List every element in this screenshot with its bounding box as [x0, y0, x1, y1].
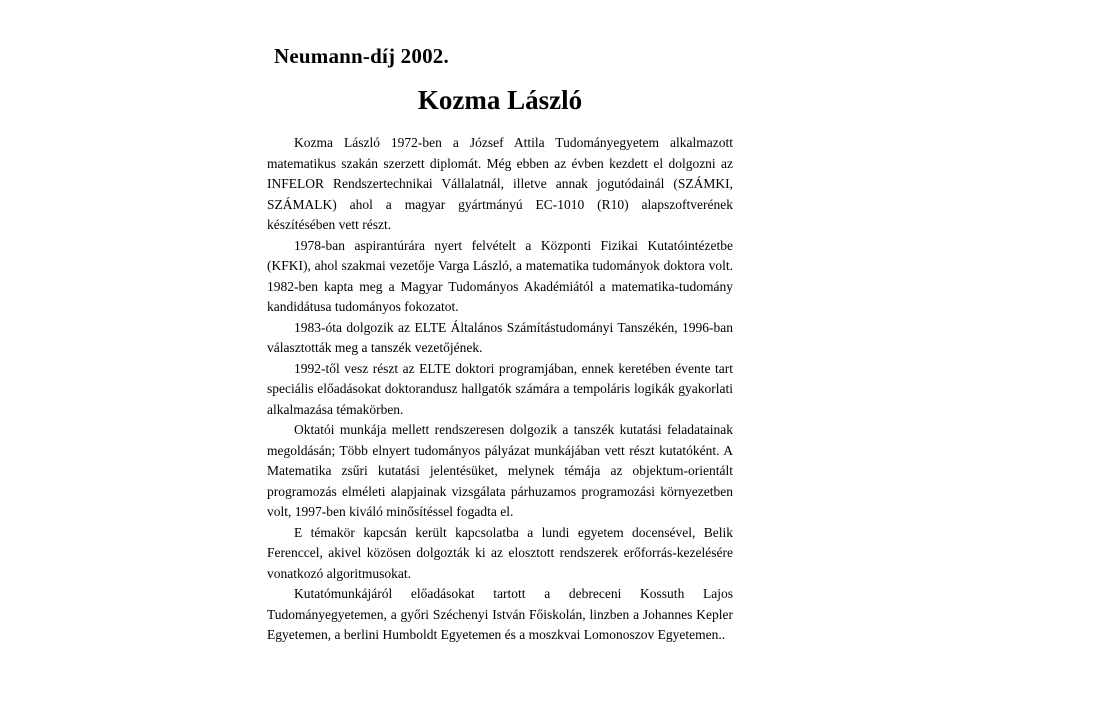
document-body	[267, 133, 733, 646]
person-name-heading: Kozma László	[417, 85, 583, 115]
paragraph: Oktatói munkája mellett rendszeresen dolgozik a tanszék kutatási feladatainak megoldásán; Több elnyert tudományos pályázat munkájában vett részt kutatóként. A Matematika zsűri kutatási jelentésüket, melynek témája az objektum-orientált programozás elméleti alapjainak vizsgálata párhuzamos programozási környezetben volt, 1997-ben kiváló minősítéssel fogadta el.	[267, 422, 733, 519]
paragraph: 1983-óta dolgozik az ELTE Általános Számítástudományi Tanszékén, 1996-ban választották meg a tanszék vezetőjének.	[267, 319, 733, 355]
paragraph: E témakör kapcsán került kapcsolatba a lundi egyetem docensével, Belik Ferenccel, akivel közösen dolgozták ki az elosztott rendszerek erőforrás-kezelésére vonatkozó algoritmusokat.	[267, 524, 733, 581]
document-title: Neumann-díj 2002.	[274, 44, 449, 68]
paragraph: 1992-től vesz részt az ELTE doktori programjában, ennek keretében évente tart speciális előadásokat doktorandusz hallgatók számára a tempoláris logikák gyakorlati alkalmazása témakörben.	[267, 360, 733, 417]
paragraph: Kutatómunkájáról előadásokat tartott a debreceni Kossuth Lajos Tudományegyetemen, a győri Széchenyi István Főiskolán, linzben a Johannes Kepler Egyetemen, a berlini Humboldt Egyetemen és a moszkvai Lomonoszov Egyetemen..	[267, 586, 733, 642]
paragraph: 1978-ban aspirantúrára nyert felvételt a Központi Fizikai Kutatóintézetbe (KFKI), ahol szakmai vezetője Varga László, a matematika tudományok doktora volt. 1982-ben kapta meg a Magyar Tudományos Akadémiától a matematika-tudomány kandidátusa tudományos fokozatot.	[267, 237, 733, 314]
paragraph: Kozma László 1972-ben a József Attila Tudományegyetem alkalmazott matematikus szakán szerzett diplomát. Még ebben az évben kezdett el dolgozni az INFELOR Rendszertechnikai Vállalatnál, illetve annak jogutódainál (SZÁMKI, SZÁMALK) ahol a magyar gyártmányú EC-1010 (R10) alapszoftverének készítésében vett részt.	[267, 135, 733, 232]
